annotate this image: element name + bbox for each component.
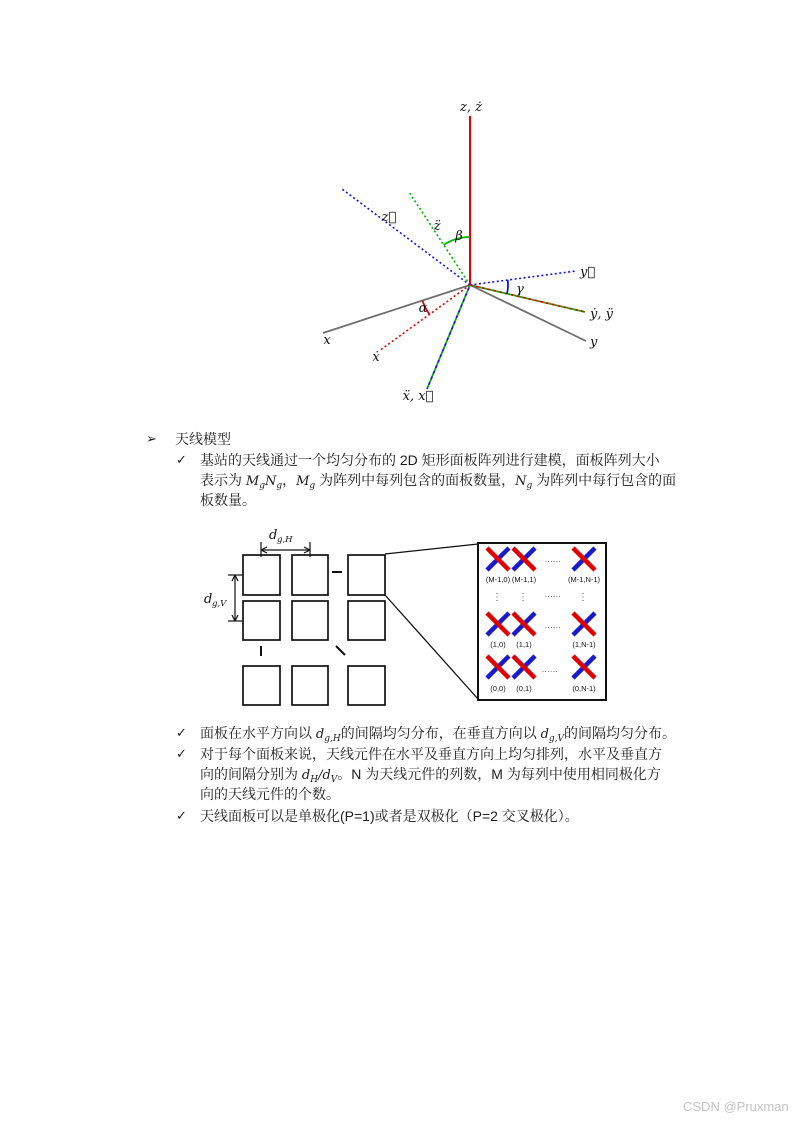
text-run: 的间隔均匀分布。 [564,725,677,741]
math-sub-gV: g,V [548,734,565,744]
panel-square [243,555,280,595]
math-sub-g: g [276,481,283,491]
dim-v-sub: g,V [212,599,227,609]
x-axis-line [323,285,470,333]
math-sub-V: V [330,775,338,785]
math-var-d: d [315,727,325,742]
math-var-d: d [540,727,549,742]
check-bullet: ✓ [176,808,187,823]
element-label: (1,0) [490,640,506,649]
ellipsis-vertical: ⋮ [492,592,502,603]
bullet1-line1: 基站的天线通过一个均匀分布的 2D 矩形面板阵列进行建模，面板阵列大小 [200,452,660,468]
xddot-xtripledot-label: ẍ, x⃛ [402,389,434,404]
ydot-yddot-axis-line-green [470,285,585,312]
panel-square [348,601,385,640]
panel-square [292,555,328,595]
y-tripledot-label: y⃛ [580,265,596,280]
dim-h-label: d [269,528,278,543]
text-run: 。N 为天线元件的列数，M 为每列中使用相同极化方 [337,766,661,782]
math-sub-g: g [259,481,265,491]
math-var-N: N [515,474,527,489]
bullet3-line3: 向的天线元件的个数。 [200,786,340,802]
gamma-arc [507,280,508,294]
element-label: (M-1,0) [485,575,511,584]
check-bullet: ✓ [176,452,187,467]
beta-label: β [455,229,463,244]
check-bullet: ✓ [176,746,187,761]
bullet1-line2 [200,470,676,496]
math-var-M: M [296,474,310,489]
element-label: (M-1,N-1) [567,575,601,584]
math-sub-H: H [310,775,319,785]
text-run: 为阵列中每列包含的面板数量， [315,472,516,488]
z-tripledot-label: z⃛ [381,210,397,225]
ydot-yddot-label: ẏ, ÿ [590,307,613,322]
bullet3-line1: 对于每个面板来说，天线元件在水平及垂直方向上均匀排列，水平及垂直方 [200,746,662,762]
panel-square [243,666,280,705]
ellipsis-horizontal: ...... [544,590,562,599]
math-var-N: N [264,474,277,489]
z-tripledot-axis-line [342,189,470,285]
section-arrow-bullet: ➢ [146,431,157,446]
math-sub-gH: g,H [324,734,341,744]
panel-square [348,555,385,595]
panel-square [292,666,328,705]
element-label: (M-1,1) [511,575,537,584]
alpha-label: α [418,301,428,316]
element-label: (0,1) [516,684,532,693]
ellipsis-horizontal: ...... [544,621,562,630]
math-var-d: d [322,768,331,783]
math-sub-g: g [309,481,316,491]
text-run: 面板在水平方向以 [200,725,316,741]
x-dot-label: ẋ [372,350,380,365]
x-axis-label: x [323,333,331,348]
bullet1-line3: 板数量。 [200,492,256,508]
panel-square [348,666,385,705]
text-run: ， [282,472,297,488]
zoom-connector-bottom [385,595,478,699]
rotation-figure [300,90,660,420]
math-slash: / [318,768,323,783]
panel-array-figure [190,515,620,715]
ellipsis-vertical: ⋮ [578,592,588,603]
ellipsis-vertical: ⋮ [518,592,528,603]
element-label: (1,N-1) [572,640,596,649]
bullet4-line: 天线面板可以是单极化(P=1)或者是双极化（P=2 交叉极化）。 [200,808,579,824]
text-run: 向的间隔分别为 [200,766,302,782]
y-axis-line [470,285,586,341]
gamma-label: γ [516,282,524,297]
text-run: 的间隔均匀分布，在垂直方向以 [340,725,541,741]
panel-square [292,601,328,640]
element-label: (1,1) [516,640,532,649]
math-var-M: M [245,474,260,489]
ellipsis-dash-diagonal [336,646,345,655]
check-bullet: ✓ [176,725,187,740]
ellipsis-horizontal: ...... [541,665,559,674]
z-ddot-label: z̈ [433,219,441,234]
element-label: (0,0) [490,684,506,693]
ellipsis-horizontal: ...... [544,555,562,564]
text-run: 为阵列中每行包含的面 [532,472,677,488]
y-axis-label: y [590,335,598,350]
dim-v-label: d [204,592,213,607]
text-run: 表示为 [200,472,246,488]
dim-h-sub: g,H [277,535,293,545]
math-sub-g: g [526,481,533,491]
math-var-d: d [301,768,311,783]
watermark: CSDN @Pruxman [683,1099,789,1114]
zoom-connector-top [385,544,478,554]
z-axis-label: z, ż [460,100,482,115]
section-heading: 天线模型 [175,431,231,447]
panel-square [243,601,280,640]
element-label: (0,N-1) [572,684,596,693]
